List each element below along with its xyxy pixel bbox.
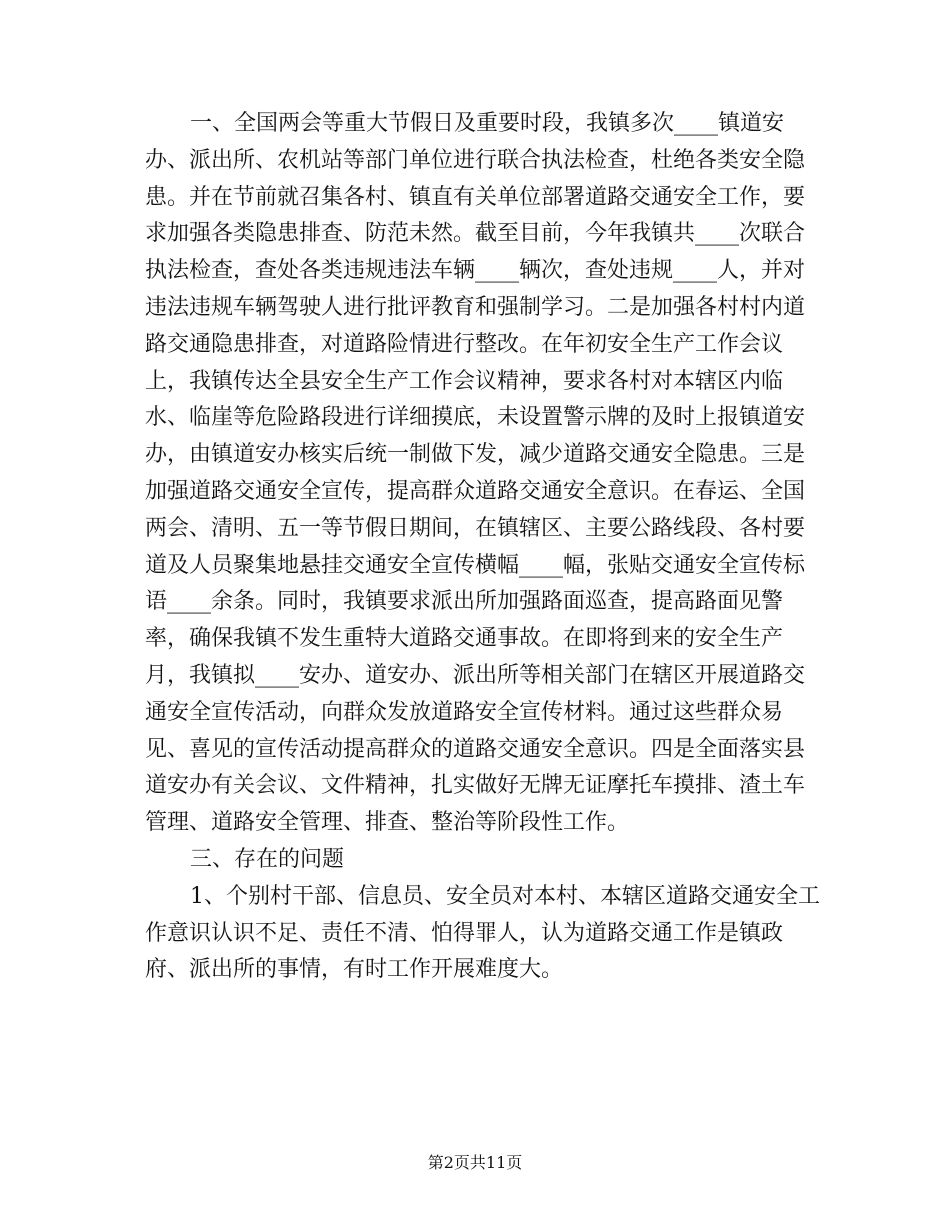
paragraph-1-line-15: 率，确保我镇不发生重特大道路交通事故。在即将到来的安全生产	[145, 626, 784, 652]
paragraph-1-line-4: 求加强各类隐患排查、防范未然。截至目前，今年我镇共____次联合	[145, 221, 806, 247]
paragraph-2-line-3: 府、派出所的事情，有时工作开展难度大。	[145, 957, 564, 983]
paragraph-1-line-1: 一、全国两会等重大节假日及重要时段，我镇多次____镇道安	[190, 111, 785, 136]
paragraph-1-line-3: 患。并在节前就召集各村、镇直有关单位部署道路交通安全工作，要	[145, 184, 806, 210]
paragraph-1-line-16: 月，我镇拟____安办、道安办、派出所等相关部门在辖区开展道路交	[145, 663, 806, 688]
paragraph-1-line-9: 水、临崖等危险路段进行详细摸底，未设置警示牌的及时上报镇道安	[145, 405, 806, 431]
paragraph-1-line-12: 两会、清明、五一等节假日期间，在镇辖区、主要公路线段、各村要	[145, 515, 806, 541]
paragraph-1-line-20: 管理、道路安全管理、排查、整治等阶段性工作。	[145, 810, 630, 836]
paragraph-1-line-14: 语____余条。同时，我镇要求派出所加强路面巡查，提高路面见警	[145, 589, 784, 615]
paragraph-2-line-1: 1、个别村干部、信息员、安全员对本村、本辖区道路交通安全工	[190, 883, 820, 909]
paragraph-1-line-10: 办，由镇道安办核实后统一制做下发，减少道路交通安全隐患。三是	[145, 442, 806, 468]
paragraph-1-line-17: 通安全宣传活动，向群众发放道路安全宣传材料。通过这些群众易	[145, 699, 784, 725]
paragraph-1-line-18: 见、喜见的宣传活动提高群众的道路交通安全意识。四是全面落实县	[145, 736, 806, 762]
paragraph-1-line-11: 加强道路交通安全宣传，提高群众道路交通安全意识。在春运、全国	[145, 479, 806, 504]
section-heading: 三、存在的问题	[190, 847, 345, 872]
paragraph-1-line-6: 违法违规车辆驾驶人进行批评教育和强制学习。二是加强各村村内道	[145, 295, 806, 320]
paragraph-2-line-2: 作意识认识不足、责任不清、怕得罪人，认为道路交通工作是镇政	[145, 920, 784, 946]
paragraph-1-line-2: 办、派出所、农机站等部门单位进行联合执法检查，杜绝各类安全隐	[145, 147, 806, 173]
page-footer: 第2页共11页	[427, 1153, 523, 1172]
paragraph-1-line-7: 路交通隐患排查，对道路险情进行整改。在年初安全生产工作会议	[145, 331, 784, 357]
paragraph-1-line-19: 道安办有关会议、文件精神，扎实做好无牌无证摩托车摸排、渣土车	[145, 773, 806, 799]
paragraph-1-line-8: 上，我镇传达全县安全生产工作会议精神，要求各村对本辖区内临	[145, 368, 784, 394]
paragraph-1-line-13: 道及人员聚集地悬挂交通安全宣传横幅____幅，张贴交通安全宣传标	[145, 552, 806, 578]
paragraph-1-line-5: 执法检查，查处各类违规违法车辆____辆次，查处违规____人，并对	[145, 258, 806, 284]
